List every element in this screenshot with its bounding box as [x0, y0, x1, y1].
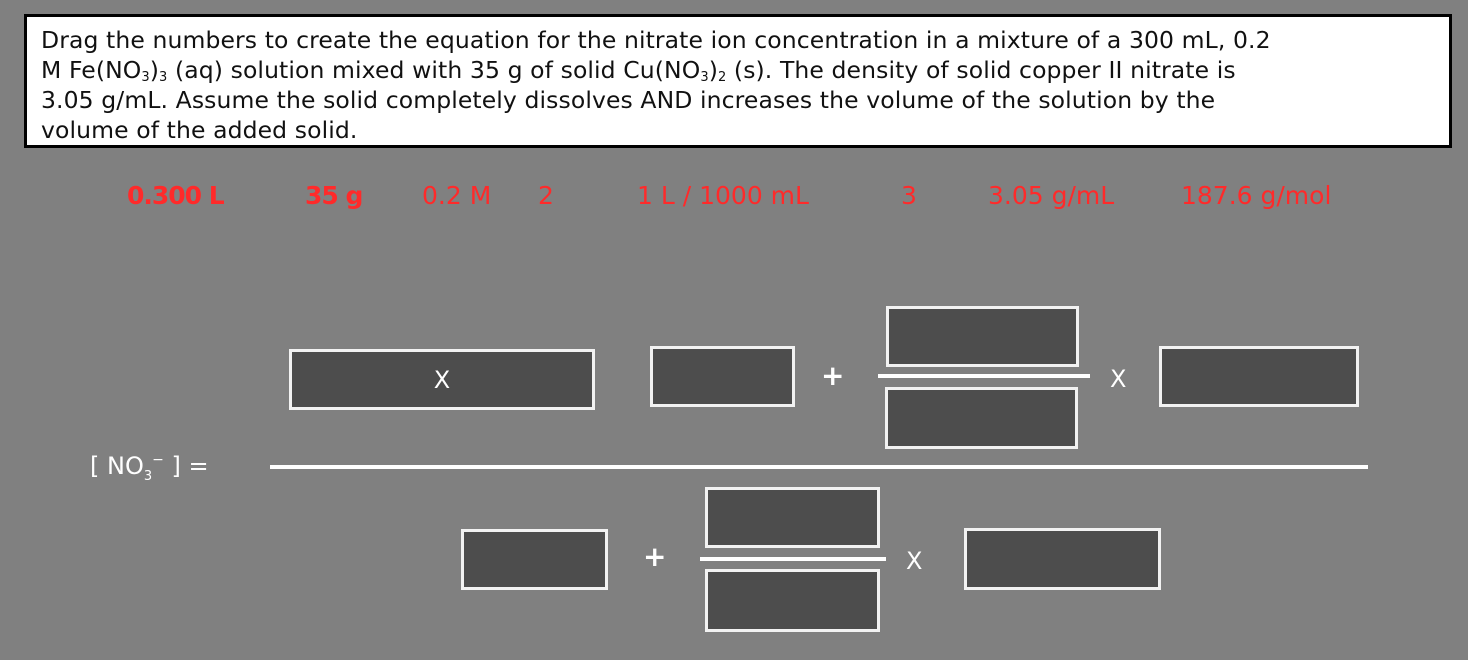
- prompt-text: (aq) solution mixed with 35 g of solid Cu(NO: [167, 56, 701, 84]
- chip-molar-mass[interactable]: 187.6 g/mol: [1181, 181, 1332, 210]
- prompt-text: ): [149, 56, 160, 84]
- numerator-fraction-bottom-slot[interactable]: [885, 387, 1078, 449]
- prompt-text: ): [708, 56, 718, 84]
- numerator-slot-2[interactable]: [650, 346, 795, 407]
- chip-three[interactable]: 3: [901, 181, 917, 210]
- subscript: 3: [700, 70, 709, 85]
- times-sign: X: [906, 547, 923, 575]
- numerator-slot-1[interactable]: [289, 349, 595, 410]
- question-prompt: [24, 14, 1452, 148]
- plus-sign: +: [821, 359, 845, 392]
- chip-conversion-factor[interactable]: 1 L / 1000 mL: [637, 181, 809, 210]
- denominator-slot-2[interactable]: [964, 528, 1161, 590]
- prompt-line-4: volume of the added solid.: [41, 116, 358, 144]
- chip-molarity[interactable]: 0.2 M: [422, 181, 492, 210]
- times-sign: X: [1110, 365, 1127, 393]
- prompt-line-1: Drag the numbers to create the equation for the nitrate ion concentration in a mixture of a 300 mL, 0.2: [41, 26, 1271, 54]
- subscript: 3: [159, 70, 168, 85]
- main-fraction-bar: [270, 465, 1368, 469]
- chip-volume-liters[interactable]: 0.300 L: [127, 181, 224, 210]
- lhs-text: [ NO: [90, 452, 144, 480]
- subscript: 2: [717, 70, 727, 85]
- numerator-fraction-bar: [878, 374, 1090, 378]
- chip-two[interactable]: 2: [538, 181, 554, 210]
- prompt-line-3: 3.05 g/mL. Assume the solid completely dissolves AND increases the volume of the solution by the: [41, 86, 1216, 114]
- numerator-slot-3[interactable]: [1159, 346, 1359, 407]
- subscript: 3: [141, 70, 150, 85]
- lhs-text: ] =: [163, 452, 209, 480]
- prompt-text: (s). The density of solid copper II nitrate is: [726, 56, 1236, 84]
- plus-sign: +: [643, 540, 667, 573]
- times-sign: X: [433, 365, 451, 394]
- denominator-fraction-bar: [700, 557, 886, 561]
- chip-density[interactable]: 3.05 g/mL: [988, 181, 1115, 210]
- denominator-fraction-top-slot[interactable]: [705, 487, 880, 548]
- prompt-text: M Fe(NO: [41, 56, 142, 84]
- denominator-fraction-bottom-slot[interactable]: [705, 569, 880, 632]
- prompt-line-2: [41, 55, 1435, 85]
- chip-mass[interactable]: 35 g: [305, 181, 363, 210]
- superscript: −: [152, 452, 164, 468]
- nitrate-concentration-label: [90, 452, 209, 484]
- denominator-slot-1[interactable]: [461, 529, 608, 590]
- numerator-fraction-top-slot[interactable]: [886, 306, 1079, 367]
- subscript: 3: [143, 469, 153, 484]
